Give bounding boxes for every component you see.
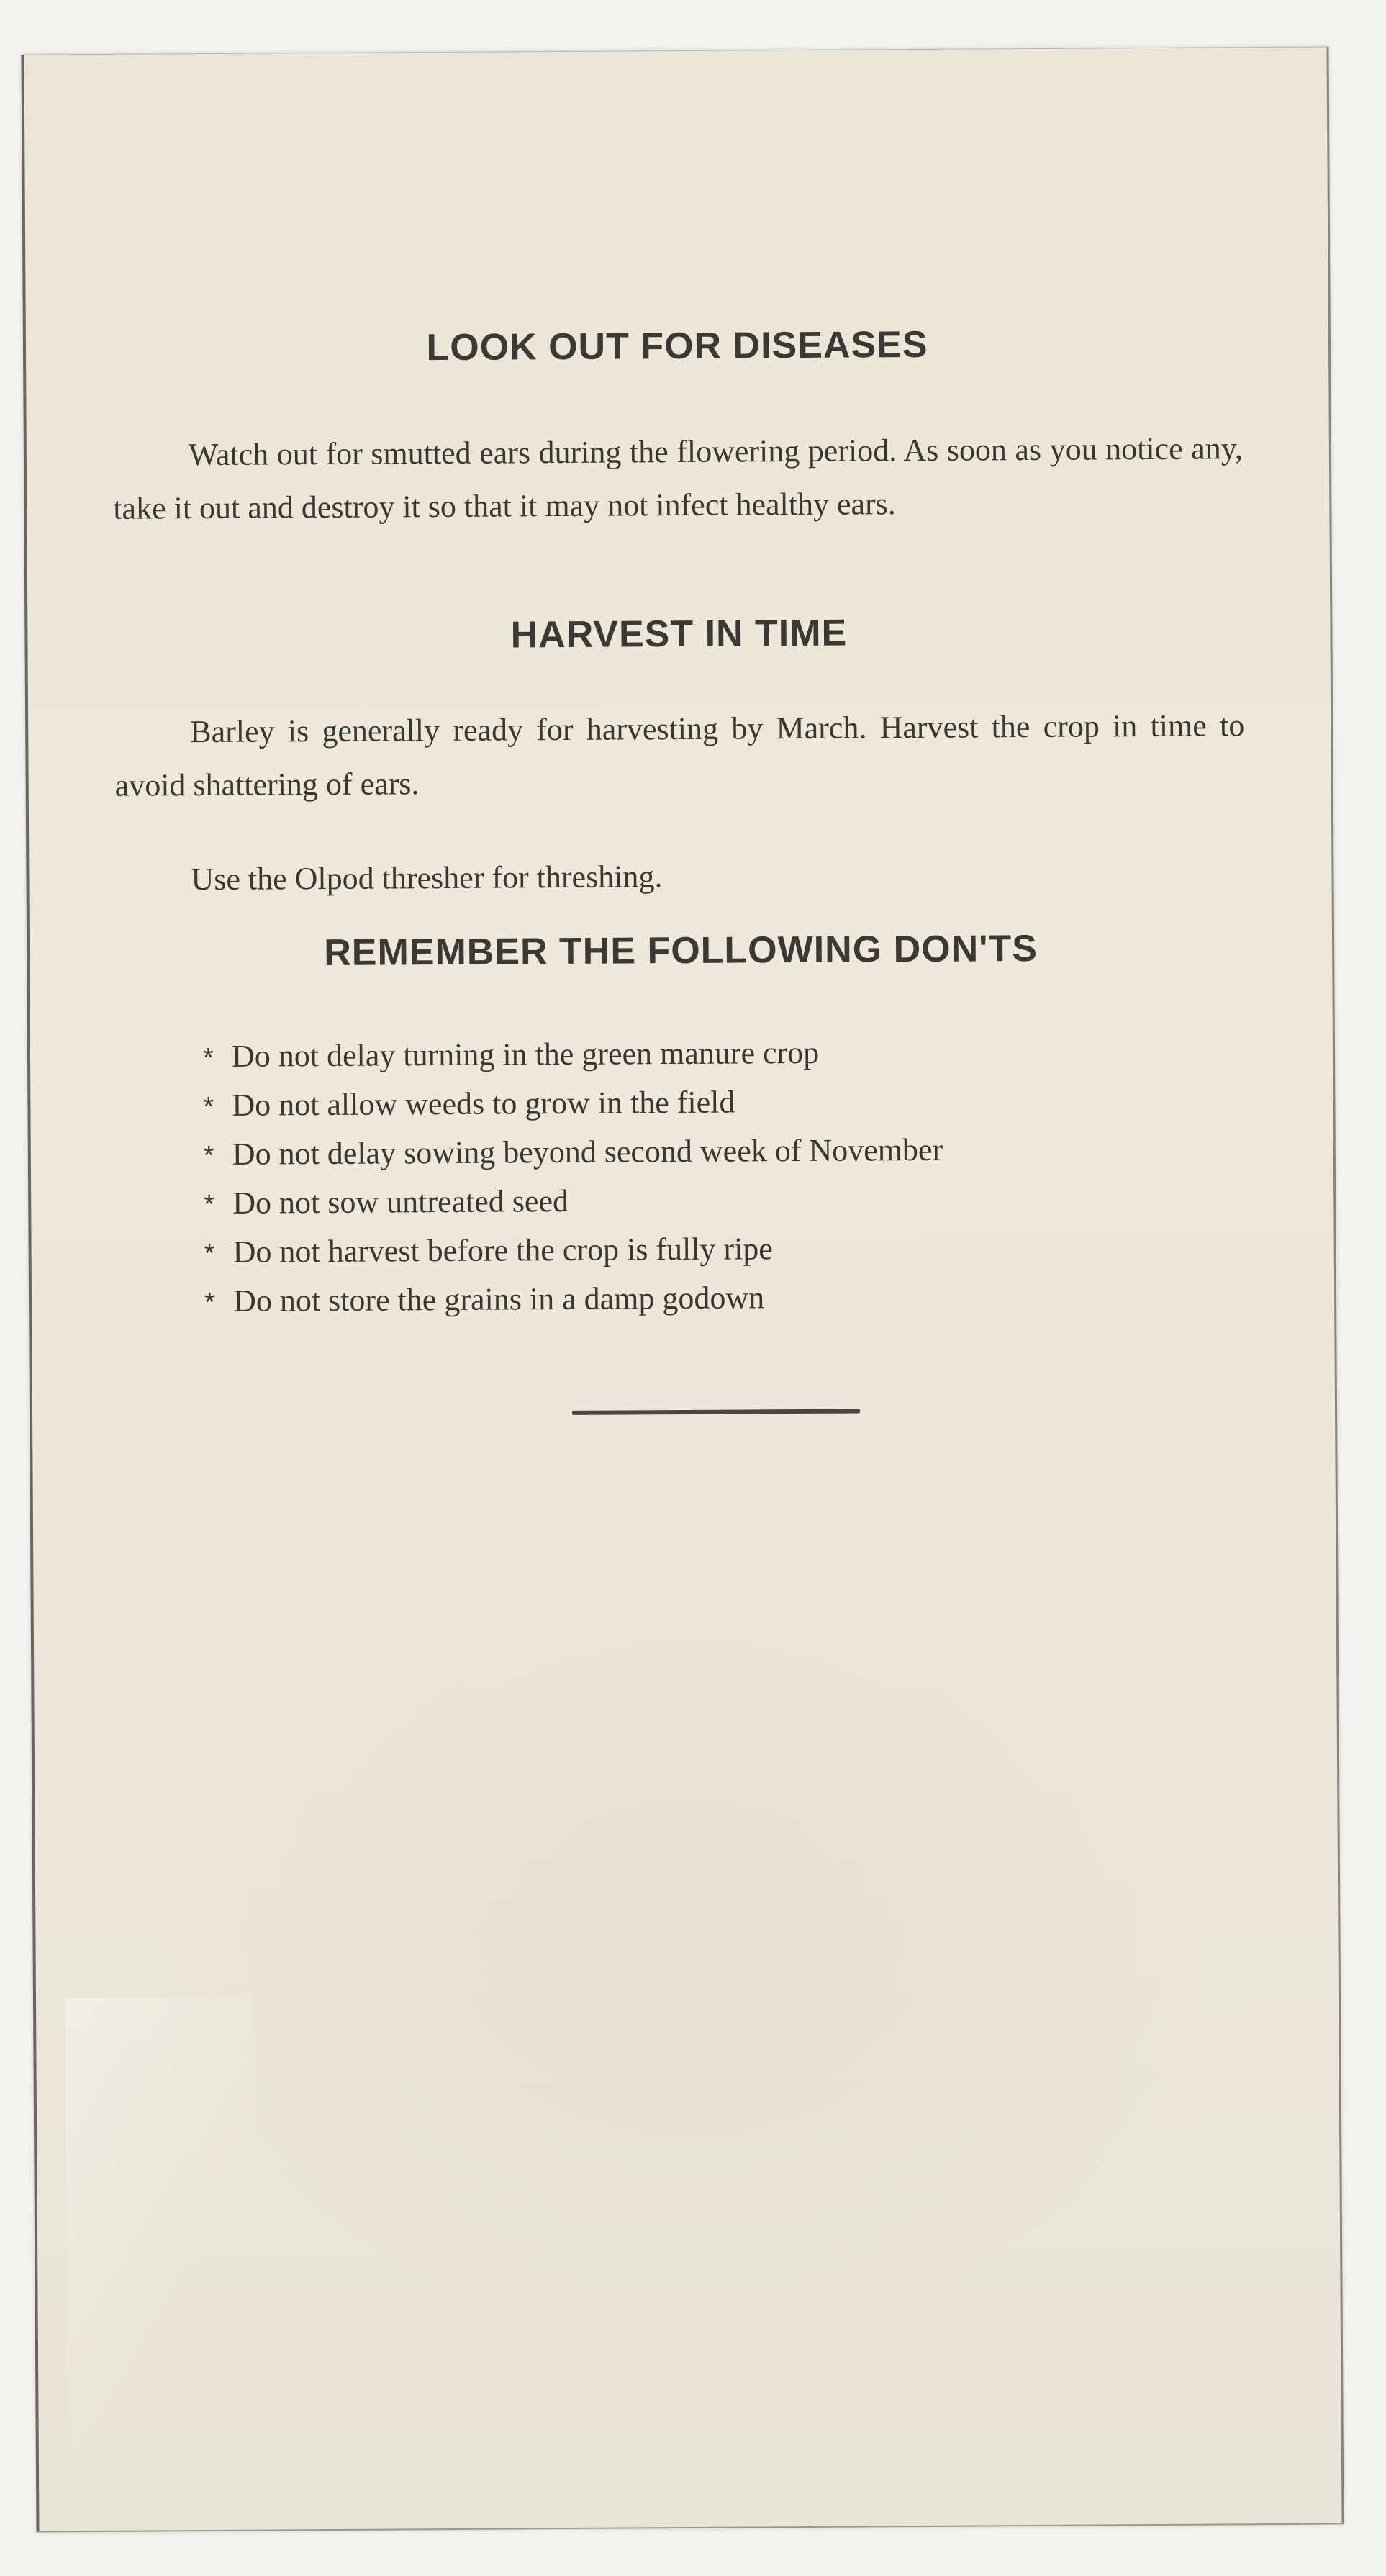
- asterisk-bullet: *: [204, 1238, 215, 1270]
- heading-donts: REMEMBER THE FOLLOWING DON'TS: [324, 927, 1038, 975]
- list-item-text: Do not allow weeds to grow in the field: [232, 1084, 735, 1123]
- heading-harvest: HARVEST IN TIME: [510, 612, 848, 656]
- paragraph-harvest: [114, 699, 1245, 813]
- asterisk-bullet: *: [203, 1091, 214, 1123]
- list-item-text: Do not harvest before the crop is fully ripe: [232, 1231, 774, 1270]
- asterisk-bullet: *: [203, 1140, 214, 1172]
- list-item: [203, 1026, 1326, 1083]
- paragraph-diseases-text: Watch out for smutted ears during the flowering period. As soon as you notice any, take it out and destroy it so that it may not infect healthy ears.: [113, 430, 1244, 526]
- horizontal-divider: [572, 1409, 860, 1414]
- list-item-text: Do not sow untreated seed: [232, 1183, 569, 1221]
- paragraph-harvest-text: Barley is generally ready for harvesting by March. Harvest the crop in time to avoid shattering of ears.: [114, 708, 1245, 803]
- paragraph-thresher-text: Use the Olpod thresher for threshing.: [191, 859, 663, 898]
- list-item: [204, 1173, 1326, 1229]
- document-page: [22, 46, 1344, 2532]
- list-item-text: Do not delay turning in the green manure crop: [231, 1034, 820, 1074]
- donts-list: [203, 1026, 1327, 1327]
- page-content: [24, 48, 1342, 2531]
- paragraph-diseases: [113, 422, 1244, 535]
- paragraph-indent: [113, 465, 189, 466]
- list-item: [204, 1124, 1326, 1180]
- asterisk-bullet: *: [202, 1042, 214, 1074]
- paragraph-indent: [114, 742, 190, 743]
- heading-diseases: LOOK OUT FOR DISEASES: [426, 323, 928, 369]
- asterisk-bullet: *: [204, 1189, 215, 1221]
- list-item: [203, 1075, 1326, 1131]
- list-item: [204, 1271, 1327, 1327]
- list-item: [204, 1222, 1326, 1278]
- list-item-text: Do not store the grains in a damp godown: [232, 1280, 765, 1319]
- paragraph-thresher: [115, 846, 1245, 907]
- asterisk-bullet: *: [204, 1287, 216, 1319]
- list-item-text: Do not delay sowing beyond second week of November: [232, 1131, 943, 1172]
